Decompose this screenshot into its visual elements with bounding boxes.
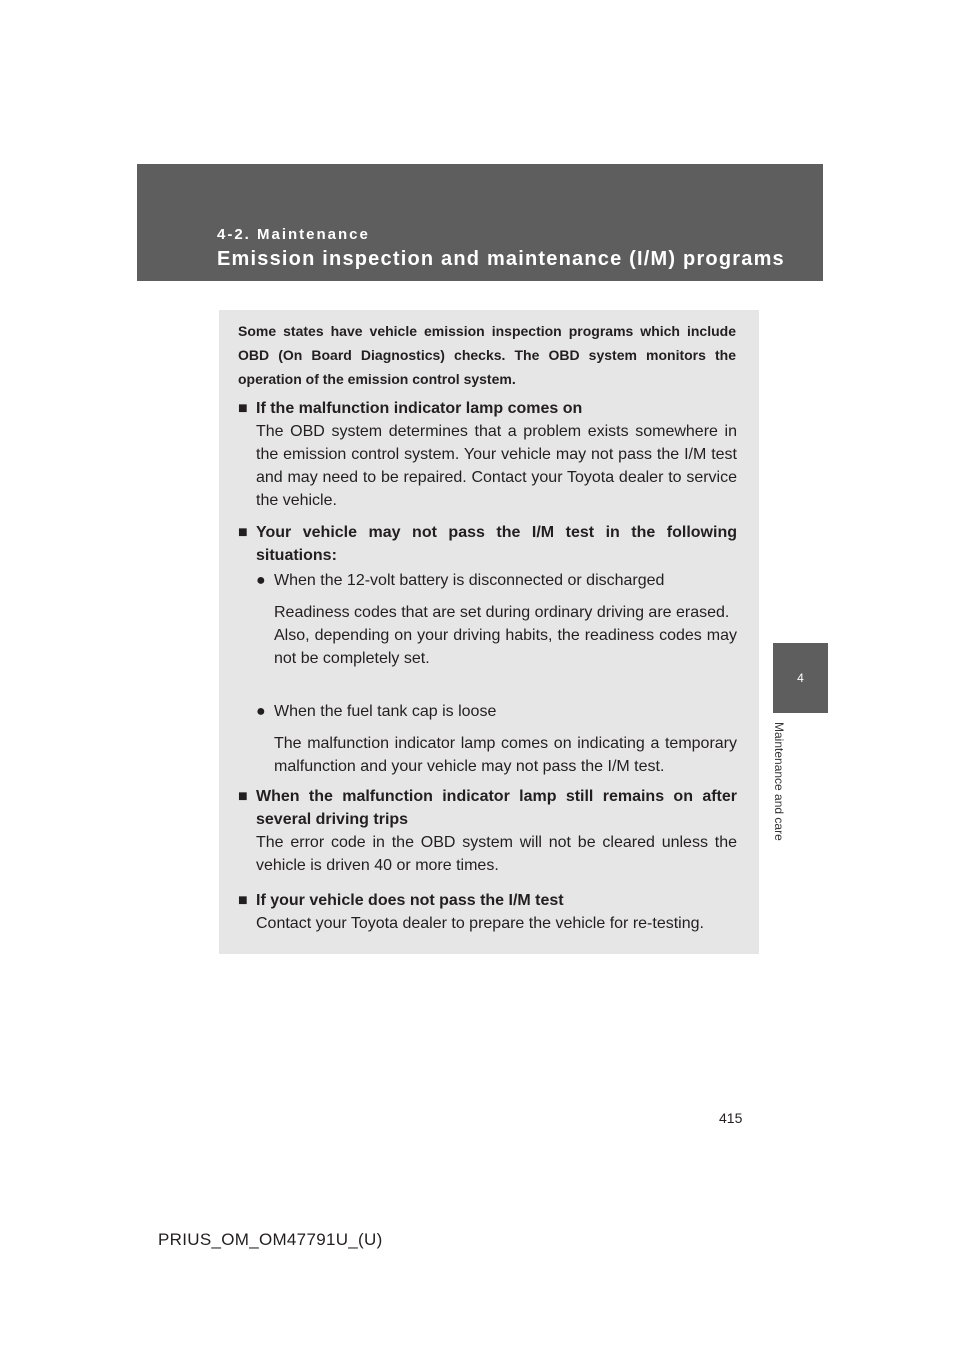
subitem-fuel-cap-body xyxy=(256,732,737,778)
item-may-not-pass xyxy=(238,521,737,567)
item-body: Contact your Toyota dealer to prepare the vehicle for re-testing. xyxy=(256,915,704,932)
item-malfunction-lamp-on xyxy=(238,397,737,512)
item-lamp-remains-on xyxy=(238,785,737,877)
square-bullet-icon: ■ xyxy=(238,788,248,805)
item-body: The OBD system determines that a problem exists somewhere in the emission control system. Your vehicle may not pass the I/M test and may need to be repaired. Contact your Toyota dealer to service the vehicle. xyxy=(256,423,737,509)
subitem-fuel-cap xyxy=(256,700,737,723)
subitem-battery xyxy=(256,569,737,592)
item-does-not-pass xyxy=(238,889,737,935)
round-bullet-icon: ● xyxy=(256,703,266,720)
item-body: The error code in the OBD system will not be cleared unless the vehicle is driven 40 or more times. xyxy=(256,834,737,874)
chapter-label: Maintenance and care xyxy=(772,722,786,841)
subitem-battery-body xyxy=(256,601,737,670)
subitem-heading: When the fuel tank cap is loose xyxy=(274,703,497,720)
chapter-number: 4 xyxy=(797,671,804,685)
subitem-heading: When the 12-volt battery is disconnected or discharged xyxy=(274,572,665,589)
item-heading: If the malfunction indicator lamp comes on xyxy=(256,400,583,417)
page-title: Emission inspection and maintenance (I/M) programs xyxy=(217,248,785,270)
intro-text: Some states have vehicle emission inspection programs which include OBD (On Board Diagnostics) checks. The OBD system monitors the operation of the emission control system. xyxy=(238,323,736,387)
square-bullet-icon: ■ xyxy=(238,524,248,541)
page-header xyxy=(137,164,823,281)
item-heading: If your vehicle does not pass the I/M test xyxy=(256,892,564,909)
round-bullet-icon: ● xyxy=(256,572,266,589)
section-label: 4-2. Maintenance xyxy=(217,226,370,243)
content-box xyxy=(219,310,759,954)
chapter-tab[interactable] xyxy=(773,643,828,713)
subitem-body: Readiness codes that are set during ordinary driving are erased. xyxy=(274,604,730,621)
square-bullet-icon: ■ xyxy=(238,400,248,417)
subitem-body: The malfunction indicator lamp comes on indicating a temporary malfunction and your vehicle may not pass the I/M test. xyxy=(274,735,737,775)
square-bullet-icon: ■ xyxy=(238,892,248,909)
page-number: 415 xyxy=(719,1110,743,1126)
item-heading: When the malfunction indicator lamp still remains on after several driving trips xyxy=(256,788,737,828)
item-heading: Your vehicle may not pass the I/M test in the following situations: xyxy=(256,524,737,564)
document-code: PRIUS_OM_OM47791U_(U) xyxy=(158,1230,383,1249)
subitem-body: Also, depending on your driving habits, the readiness codes may not be completely set. xyxy=(274,627,737,667)
